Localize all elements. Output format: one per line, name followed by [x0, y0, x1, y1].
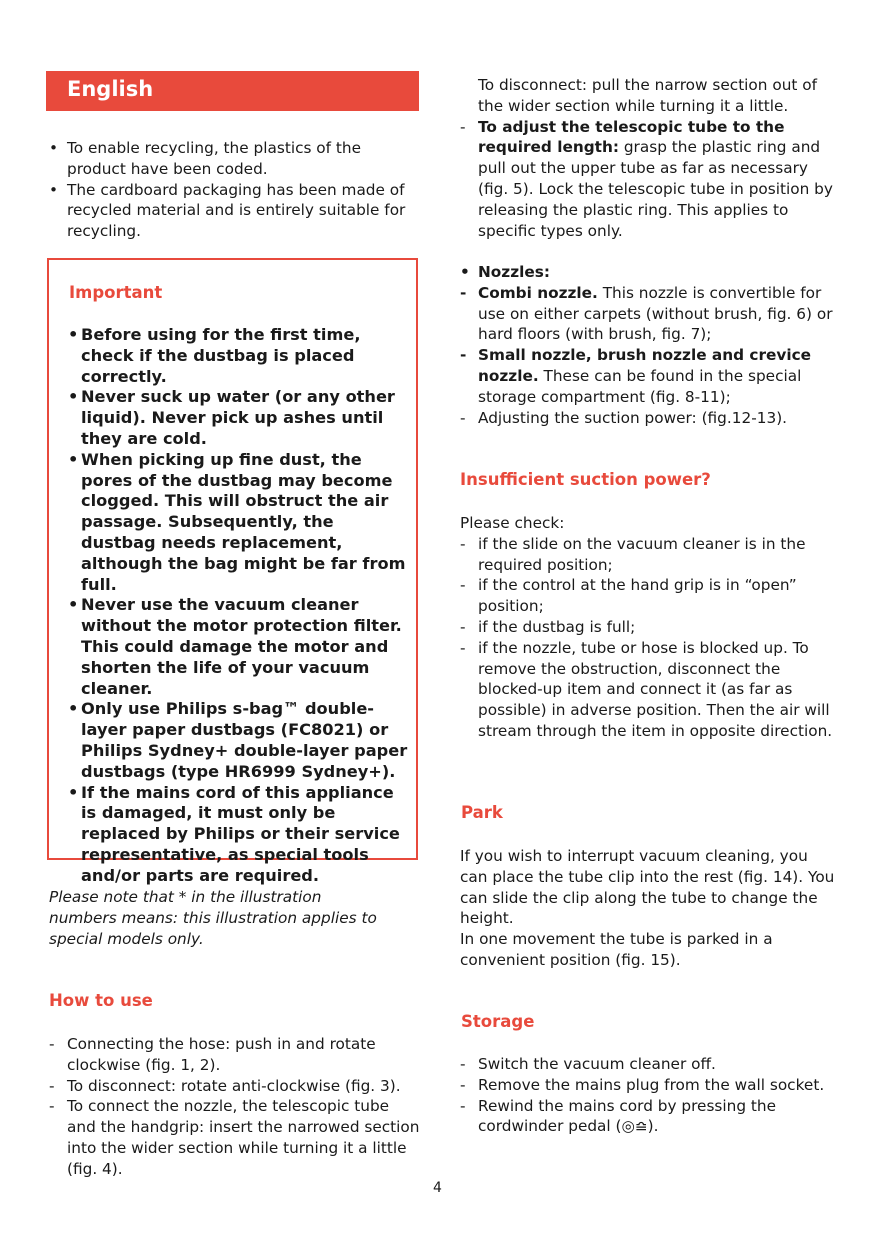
how-to-use-heading: How to use	[49, 991, 153, 1010]
list-item: • Never suck up water (or any other liquid). Never pick up ashes until they are cold.	[68, 387, 395, 448]
list-item: - Combi nozzle. This nozzle is convertible for use on either carpets (without brush, fig. 6) or hard floors (with brush, fig. 7);	[460, 283, 833, 344]
illustration-note: Please note that * in the illustration numbers means: this illustration applies to special models only.	[49, 888, 377, 948]
list-item: - if the control at the hand grip is in “open” position;	[460, 576, 797, 616]
insufficient-list	[460, 513, 840, 742]
list-item: - To adjust the telescopic tube to the required length: grasp the plastic ring and pull out the upper tube as far as necessary (fig. 5). Lock the telescopic tube in position by releasing the plastic ring. This applies to specific types only.	[460, 117, 833, 240]
list-item: - Rewind the mains cord by pressing the cordwinder pedal (◎⪮).	[460, 1096, 777, 1136]
important-title: Important	[69, 283, 163, 302]
check-intro: Please check:	[460, 514, 565, 532]
section-banner	[46, 71, 419, 111]
park-heading: Park	[461, 803, 503, 822]
important-list	[68, 325, 413, 887]
list-item: - Small nozzle, brush nozzle and crevice nozzle. These can be found in the special storage compartment (fig. 8-11);	[460, 346, 812, 406]
list-item: To disconnect: pull the narrow section out of the wider section while turning it a little.	[478, 76, 818, 115]
list-item: - if the slide on the vacuum cleaner is in the required position;	[460, 534, 806, 574]
storage-heading: Storage	[461, 1012, 535, 1031]
list-item: • Never use the vacuum cleaner without the motor protection filter. This could damage the motor and shorten the life of your vacuum cleaner.	[68, 595, 402, 698]
how-to-use-list	[49, 1034, 421, 1180]
paragraph: In one movement the tube is parked in a convenient position (fig. 15).	[460, 930, 773, 969]
list-item: - Connecting the hose: push in and rotate clockwise (fig. 1, 2).	[49, 1035, 376, 1074]
list-item: - Remove the mains plug from the wall socket.	[460, 1075, 825, 1094]
list-item: • To enable recycling, the plastics of the product have been coded.	[49, 139, 362, 178]
list-item: • Nozzles:	[460, 263, 550, 281]
list-item: - Switch the vacuum cleaner off.	[460, 1055, 716, 1073]
page-number: 4	[433, 1180, 442, 1196]
list-item: • Only use Philips s-bag™ double-layer paper dustbags (FC8021) or Philips Sydney+ double-layer paper dustbags (type HR6999 Sydney+).	[68, 699, 408, 781]
list-item: - To disconnect: rotate anti-clockwise (fig. 3).	[49, 1076, 401, 1095]
recycling-list	[49, 138, 421, 242]
assembly-continued	[460, 75, 840, 241]
list-item: • The cardboard packaging has been made of recycled material and is entirely suitable for recycling.	[49, 180, 406, 241]
nozzles-list	[460, 262, 840, 428]
important-box	[47, 258, 418, 885]
banner-title: English	[67, 77, 154, 101]
paragraph: If you wish to interrupt vacuum cleaning, you can place the tube clip into the rest (fig. 14). You can slide the clip along the tube to change the height.	[460, 847, 835, 928]
insufficient-heading: Insufficient suction power?	[460, 470, 711, 489]
list-item: • If the mains cord of this appliance is damaged, it must only be replaced by Philips or their service representative, as special tools and/or parts are required.	[68, 782, 400, 885]
storage-list	[460, 1054, 840, 1137]
list-item: - if the nozzle, tube or hose is blocked up. To remove the obstruction, disconnect the blocked-up item and connect it (as far as possible) in adverse position. Then the air will stream through the item in opposite direction.	[460, 638, 833, 740]
list-item: - Adjusting the suction power: (fig.12-13).	[460, 408, 788, 427]
list-item: • Before using for the first time, check if the dustbag is placed correctly.	[68, 325, 361, 386]
list-item: - if the dustbag is full;	[460, 617, 636, 636]
list-item: - To connect the nozzle, the telescopic tube and the handgrip: insert the narrowed section into the wider section while turning it a little (fig. 4).	[49, 1097, 420, 1178]
list-item: • When picking up fine dust, the pores of the dustbag may become clogged. This will obstruct the air passage. Subsequently, the dustbag needs replacement, although the bag might be far from full.	[68, 449, 406, 594]
park-text	[460, 846, 840, 971]
